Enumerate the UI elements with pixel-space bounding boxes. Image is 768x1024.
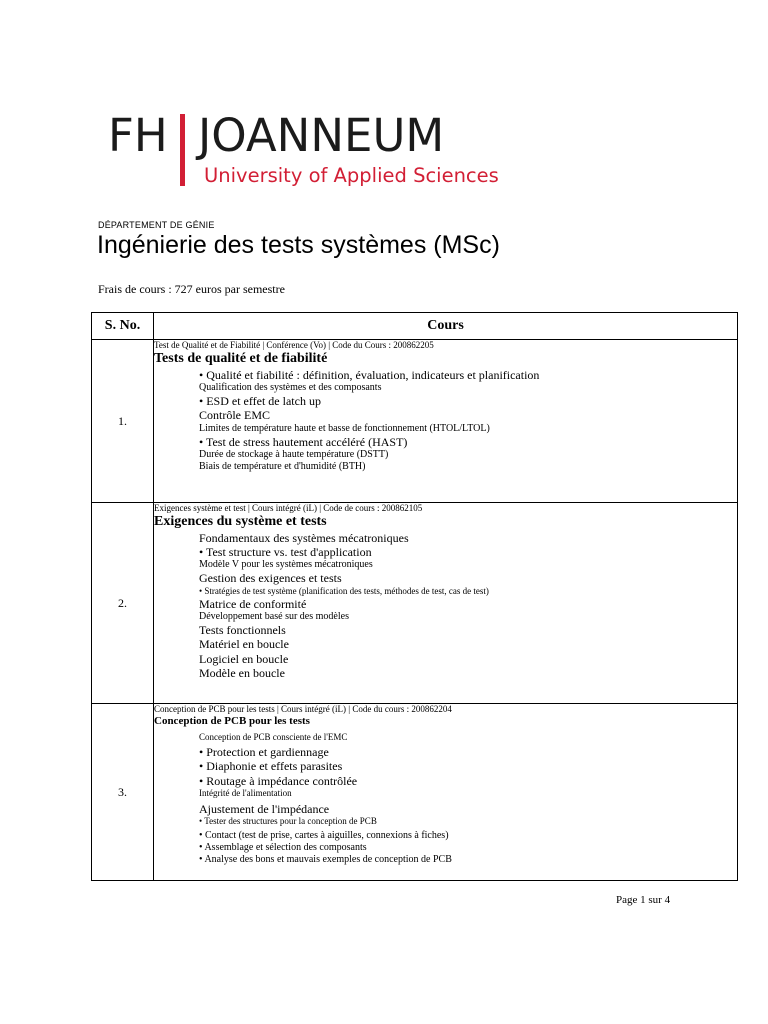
- course-line: • Tester des structures pour la conception de PCB: [199, 816, 377, 827]
- row-number: 1.: [92, 340, 154, 503]
- logo-fh-text: FH: [108, 109, 168, 162]
- course-line: Modèle en boucle: [199, 666, 285, 681]
- course-meta: Test de Qualité et de Fiabilité | Conférence (Vo) | Code du Cours : 200862205: [154, 340, 434, 350]
- logo-red-bar: [180, 114, 185, 186]
- course-line: Matériel en boucle: [199, 637, 289, 652]
- course-line: • Routage à impédance contrôlée: [199, 773, 358, 788]
- course-meta: Exigences système et test | Cours intégré (iL) | Code de cours : 200862105: [154, 503, 423, 513]
- course-line: Modèle V pour les systèmes mécatroniques: [199, 559, 373, 571]
- header-cours: Cours: [154, 313, 738, 340]
- course-fees: Frais de cours : 727 euros par semestre: [98, 282, 285, 296]
- table-header-row: [92, 313, 738, 340]
- course-line: Gestion des exigences et tests: [199, 571, 342, 586]
- table-row: [92, 503, 738, 704]
- course-cell: [154, 340, 738, 503]
- course-line: • Contact (test de prise, cartes à aiguilles, connexions à fiches): [199, 829, 449, 841]
- table-row: [92, 704, 738, 881]
- course-line: Tests fonctionnels: [199, 622, 286, 637]
- course-line: Qualification des systèmes et des composants: [199, 381, 382, 393]
- course-line: Logiciel en boucle: [199, 651, 289, 666]
- course-line: Biais de température et d'humidité (BTH): [199, 461, 366, 473]
- course-line: • Qualité et fiabilité : définition, évaluation, indicateurs et planification: [199, 367, 540, 382]
- row-number: 3.: [92, 704, 154, 881]
- course-meta: Conception de PCB pour les tests | Cours intégré (iL) | Code du cours : 200862204: [154, 704, 452, 714]
- course-line: Intégrité de l'alimentation: [199, 787, 292, 798]
- course-line: • Test structure vs. test d'application: [199, 544, 372, 559]
- course-heading: Tests de qualité et de fiabilité: [154, 350, 328, 366]
- logo-name-text: JOANNEUM: [198, 109, 445, 162]
- header-sno: S. No.: [92, 313, 154, 340]
- logo-subtitle: University of Applied Sciences: [204, 164, 499, 187]
- course-line: • Protection et gardiennage: [199, 744, 329, 759]
- courses-table: [91, 312, 738, 881]
- course-line: Limites de température haute et basse de fonctionnement (HTOL/LTOL): [199, 422, 490, 434]
- course-line: • Assemblage et sélection des composants: [199, 841, 367, 853]
- course-line: Contrôle EMC: [199, 408, 270, 423]
- course-line: • ESD et effet de latch up: [199, 393, 321, 408]
- course-line: Matrice de conformité: [199, 596, 307, 611]
- course-cell: [154, 704, 738, 881]
- course-heading: Conception de PCB pour les tests: [154, 714, 310, 727]
- table-row: [92, 340, 738, 503]
- course-line: • Stratégies de test système (planification des tests, méthodes de test, cas de test): [199, 585, 489, 596]
- course-cell: [154, 503, 738, 704]
- department-label: DÉPARTEMENT DE GÉNIE: [98, 220, 215, 230]
- course-heading: Exigences du système et tests: [154, 513, 327, 529]
- course-line: • Analyse des bons et mauvais exemples de conception de PCB: [199, 853, 452, 865]
- course-line: • Diaphonie et effets parasites: [199, 759, 343, 774]
- page-number: Page 1 sur 4: [616, 894, 671, 906]
- course-line: Conception de PCB consciente de l'EMC: [199, 731, 348, 742]
- row-number: 2.: [92, 503, 154, 704]
- course-line: • Test de stress hautement accéléré (HAST): [199, 434, 408, 449]
- course-line: Durée de stockage à haute température (DSTT): [199, 449, 389, 461]
- course-line: Développement basé sur des modèles: [199, 610, 349, 622]
- course-line: Fondamentaux des systèmes mécatroniques: [199, 530, 409, 545]
- course-line: Ajustement de l'impédance: [199, 801, 330, 816]
- page-title: Ingénierie des tests systèmes (MSc): [97, 231, 500, 259]
